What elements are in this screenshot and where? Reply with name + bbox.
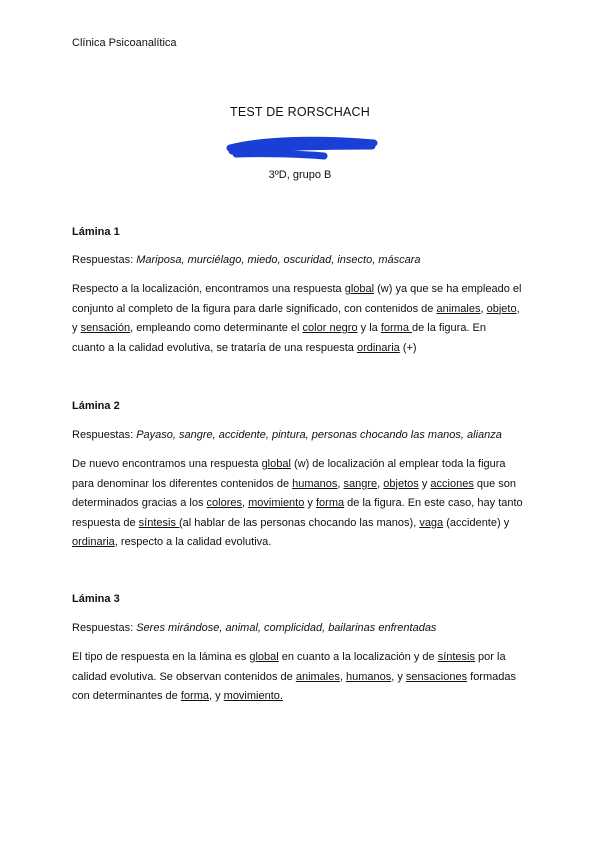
text-segment: formadas — [467, 670, 516, 683]
underlined-term: forma — [315, 497, 345, 509]
underlined-term: ordinaria — [356, 341, 400, 354]
underlined-term: sensaciones — [405, 670, 468, 683]
underlined-term: humanos — [292, 477, 338, 490]
text-segment: que son — [473, 477, 517, 490]
underlined-term: acciones — [430, 477, 474, 490]
paragraph-line — [72, 687, 532, 707]
text-segment: (w) de localización al emplear toda la figura — [290, 458, 506, 470]
paragraph-line — [72, 300, 532, 320]
underlined-term: síntesis — [437, 651, 475, 663]
text-segment: cuanto a la calidad evolutiva, se trataría de una respuesta — [72, 341, 357, 354]
text-segment: , y — [208, 690, 224, 702]
text-segment: de la figura. En este caso, hay tanto — [344, 497, 523, 509]
redaction-scribble — [222, 130, 382, 162]
paragraph-line — [72, 533, 532, 553]
answers-lamina-1 — [72, 254, 421, 266]
text-segment: y la — [357, 322, 381, 334]
text-segment: , — [516, 302, 520, 315]
header-clinic-name: Clínica Psicoanalítica — [72, 37, 177, 49]
text-segment: , — [241, 497, 249, 509]
underlined-term: animales — [436, 302, 481, 315]
underlined-term: color negro — [302, 322, 358, 334]
answers-label: Respuestas: — [72, 622, 134, 634]
text-segment: , respecto a la calidad evolutiva. — [114, 536, 272, 548]
text-segment: Respecto a la localización, encontramos una respuesta — [72, 283, 345, 295]
paragraph-lamina-2 — [72, 455, 532, 553]
paragraph-lamina-1 — [72, 280, 532, 358]
section-title-lamina-3: Lámina 3 — [72, 593, 120, 605]
text-segment: en cuanto a la localización y de — [278, 651, 438, 663]
paragraph-line — [72, 475, 532, 495]
text-segment: por la — [474, 651, 506, 663]
document-subtitle: 3ºD, grupo B — [268, 169, 332, 181]
text-segment: (accidente) y — [443, 516, 510, 529]
text-segment: , — [337, 477, 344, 490]
text-segment: (w) ya que se ha empleado el — [374, 283, 522, 295]
underlined-term: ordinaria — [72, 536, 115, 548]
answers-items: Mariposa, murciélago, miedo, oscuridad, insecto, máscara — [136, 254, 421, 266]
underlined-term: objeto — [486, 302, 517, 315]
text-segment: El tipo de respuesta en la lámina es — [72, 651, 250, 663]
underlined-term: síntesis ( — [138, 516, 183, 529]
paragraph-line — [72, 494, 532, 514]
underlined-term: movimiento. — [223, 690, 283, 702]
paragraph-line — [72, 455, 532, 475]
text-segment: , y — [391, 670, 406, 683]
underlined-term: global — [249, 651, 279, 663]
paragraph-line — [72, 668, 532, 688]
underlined-term: sensación — [80, 322, 131, 334]
underlined-term: animales — [295, 670, 340, 683]
text-segment: y — [418, 477, 431, 490]
paragraph-line — [72, 339, 532, 359]
underlined-term: vaga — [419, 516, 444, 529]
underlined-term: movimiento — [248, 497, 305, 509]
text-segment: y — [72, 322, 81, 334]
text-segment: de la figura. En — [412, 322, 487, 334]
text-segment: , empleando como determinante el — [130, 322, 303, 334]
underlined-term: colores — [206, 497, 242, 509]
paragraph-line — [72, 514, 532, 534]
paragraph-line — [72, 648, 532, 668]
text-segment: , — [480, 302, 487, 315]
text-segment: para denominar los diferentes contenidos de — [72, 477, 293, 490]
text-segment: determinados gracias a los — [72, 497, 207, 509]
underlined-term: forma — [380, 322, 413, 334]
answers-items: Seres mirándose, animal, complicidad, bailarinas enfrentadas — [136, 622, 437, 634]
answers-label: Respuestas: — [72, 429, 134, 441]
answers-label: Respuestas: — [72, 254, 134, 266]
section-title-lamina-2: Lámina 2 — [72, 400, 120, 412]
text-segment: (+) — [399, 341, 417, 354]
text-segment: , — [377, 477, 384, 490]
text-segment: y — [304, 497, 316, 509]
section-title-lamina-1: Lámina 1 — [72, 226, 120, 238]
underlined-term: objetos — [383, 477, 419, 490]
text-segment: respuesta de — [72, 516, 139, 529]
underlined-term: sangre — [343, 477, 378, 490]
paragraph-line — [72, 280, 532, 300]
underlined-term: humanos — [345, 670, 392, 683]
text-segment: con determinantes de — [72, 690, 181, 702]
answers-items: Payaso, sangre, accidente, pintura, personas chocando las manos, alianza — [136, 429, 502, 441]
text-segment: , — [339, 670, 346, 683]
text-segment: calidad evolutiva. Se observan contenidos de — [72, 670, 296, 683]
underlined-term: forma — [180, 690, 209, 702]
text-segment: De nuevo encontramos una respuesta — [72, 458, 262, 470]
underlined-term: global — [344, 283, 375, 295]
text-segment: al hablar de las personas chocando las manos), — [182, 516, 420, 529]
answers-lamina-3 — [72, 622, 436, 634]
document-title: TEST DE RORSCHACH — [230, 105, 370, 119]
paragraph-line — [72, 319, 532, 339]
answers-lamina-2 — [72, 429, 502, 441]
underlined-term: global — [261, 458, 291, 470]
text-segment: conjunto al completo de la figura para darle significado, con contenidos de — [72, 302, 437, 315]
paragraph-lamina-3 — [72, 648, 532, 707]
